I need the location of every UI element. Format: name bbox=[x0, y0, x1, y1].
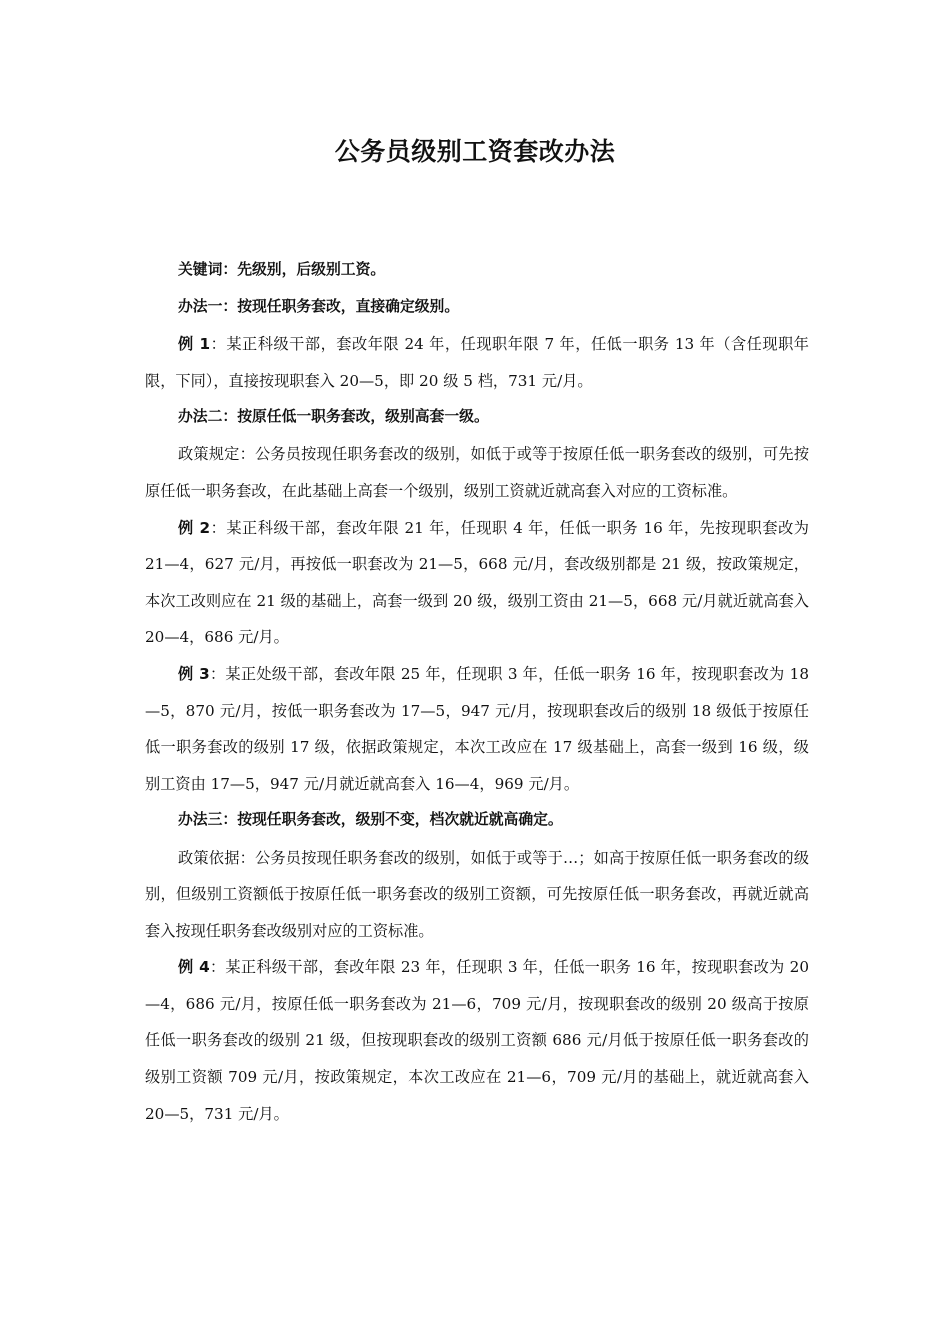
method-1-heading: 办法一：按现任职务套改，直接确定级别。 bbox=[178, 298, 460, 316]
keywords-line: 关键词：先级别，后级别工资。 bbox=[178, 261, 386, 278]
example-2-text: ：某正科级干部，套改年限 21 年，任现职 4 年，任低一职务 16 年，先按现职套改为 21—4，627 元/月，再按低一职套改为 21—5，668 元/月，套改级别都是 21 级，按政策规定，本次工改则应在 21 级的基础上，高套一级到 20 级，级别工资由 21—5，668 元/月就近就高套入 20—4，686 元/月。 bbox=[145, 518, 809, 647]
example-3-text: ：某正处级干部，套改年限 25 年，任现职 3 年，任低一职务 16 年，按现职套改为 18—5，870 元/月，按低一职务套改为 17—5，947 元/月，按现职套改后的级别 18 级低于按原任低一职务套改的级别 17 级，依据政策规定，本次工改应在 17 级基础上，高套一级到 16 级，级别工资由 17—5，947 元/月就近就高套入 16—4，969 元/月。 bbox=[145, 665, 809, 793]
page-title: 公务员级别工资套改办法 bbox=[334, 137, 616, 166]
example-4-label: 例 4 bbox=[178, 958, 210, 977]
policy-3-paragraph: 政策依据：公务员按现任职务套改的级别，如低于或等于…；如高于按原任低一职务套改的级别，但级别工资额低于按原任低一职务套改的级别工资额，可先按原任低一职务套改，再就近就高套入按现任职务套改级别对应的工资标准。 bbox=[145, 848, 809, 940]
example-4-text: ：某正科级干部，套改年限 23 年，任现职 3 年，任低一职务 16 年，按现职套改为 20—4，686 元/月，按原任低一职务套改为 21—6，709 元/月，按现职套改的级别 20 级高于按原任低一职务套改的级别 21 级，但按现职套改的级别工资额 686 元/月低于按原任低一职务套改的级别工资额 709 元/月，按政策规定，本次工改应在 21—6，709 元/月的基础上，就近就高套入 20—5，731 元/月。 bbox=[145, 958, 809, 1123]
example-3-paragraph bbox=[145, 656, 809, 802]
document-body bbox=[145, 252, 809, 1132]
example-3-label: 例 3 bbox=[178, 665, 210, 684]
example-4-paragraph bbox=[145, 949, 809, 1132]
example-1-label: 例 1 bbox=[178, 335, 211, 354]
method-2-heading: 办法二：按原任低一职务套改，级别高套一级。 bbox=[178, 408, 489, 426]
method-3-heading: 办法三：按现任职务套改，级别不变，档次就近就高确定。 bbox=[178, 811, 563, 829]
example-1-text: ：某正科级干部，套改年限 24 年，任现职年限 7 年，任低一职务 13 年（含任现职年限，下同），直接按现职套入 20—5，即 20 级 5 档，731 元/月。 bbox=[145, 335, 809, 390]
example-2-label: 例 2 bbox=[178, 518, 211, 537]
example-2-paragraph bbox=[145, 510, 809, 656]
example-1-paragraph bbox=[145, 326, 809, 399]
policy-2-paragraph: 政策规定：公务员按现任职务套改的级别，如低于或等于按原任低一职务套改的级别，可先按原任低一职务套改，在此基础上高套一个级别，级别工资就近就高套入对应的工资标准。 bbox=[145, 445, 809, 501]
